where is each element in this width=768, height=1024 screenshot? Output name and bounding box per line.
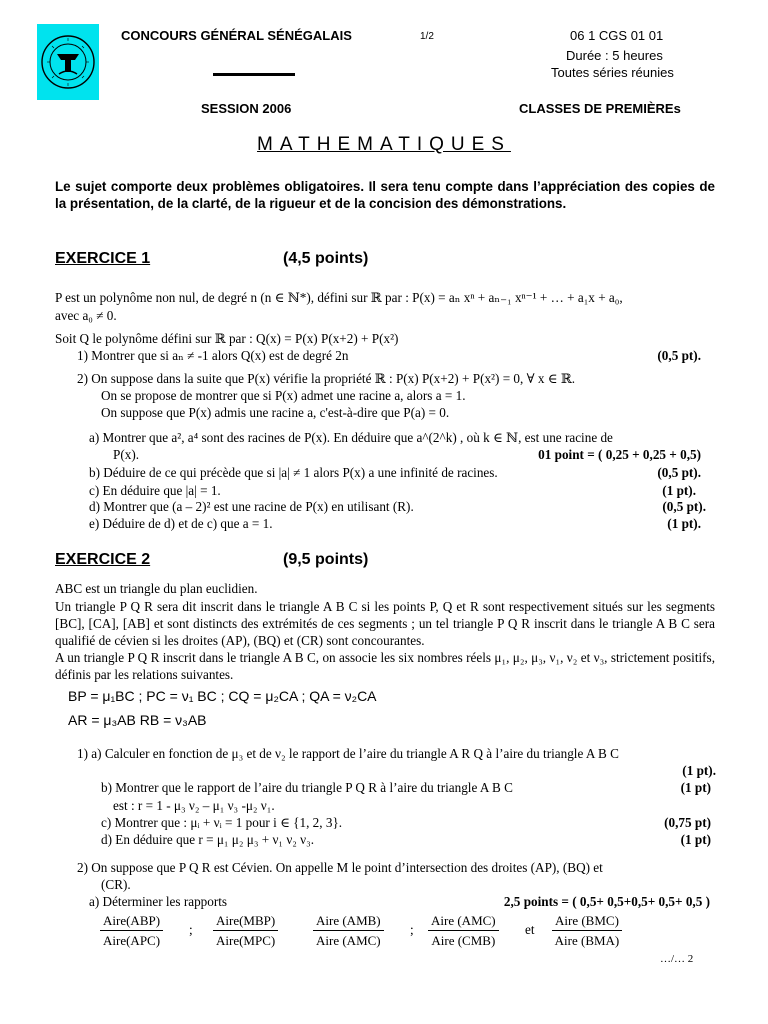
ratio-mbp-mpc [213,913,278,948]
ex2-q1c-points: (0,75 pt) [664,815,711,830]
ex2-q2b: (CR). [101,877,131,892]
ex1-qa: a) Montrer que a², a⁴ sont des racines de P(x). En déduire que a^(2^k) , où k ∈ ℕ, est une racine de [89,430,613,445]
ratio-bmc-bma [552,913,622,948]
ex1-qb-points: (0,5 pt). [657,465,701,480]
ex1-qb: b) Déduire de ce qui précède que si |a| ≠ 1 alors P(x) a une infinité de racines. [89,465,498,480]
ex1-q1: 1) Montrer que si aₙ ≠ -1 alors Q(x) est de degré 2n [77,348,349,363]
ex1-qe-points: (1 pt). [667,516,701,531]
ex2-q1d: d) En déduire que r = μ₁ μ₂ μ₃ + ν₁ ν₂ ν₃. [101,832,315,847]
ex1-heading [55,249,150,268]
ratio-denominator: Aire (CMB) [431,932,496,948]
ex2-points: (9,5 points) [283,551,369,568]
ex1-p2: Soit Q le polynôme défini sur ℝ par : Q(x) = P(x) P(x+2) + P(x²) [55,331,399,346]
ex2-q1b2: est : r = 1 - μ₃ ν₂ – μ₁ ν₃ -μ₂ ν₁. [113,798,275,813]
ex1-q2b: On se propose de montrer que si P(x) admet une racine a, alors a = 1. [101,388,466,403]
header-session: SESSION 2006 [201,101,292,116]
ex1-qa2: P(x). [113,447,140,462]
ex1-label: EXERCICE 1 [55,250,151,267]
ex2-q1b-points: (1 pt) [680,780,711,795]
ratio-amb-amc [313,913,384,948]
ratio-denominator: Aire (BMA) [554,932,620,948]
header-org: CONCOURS GÉNÉRAL SÉNÉGALAIS [121,28,352,43]
ratio-conjunction: et [525,922,535,937]
ex1-qd-points: (0,5 pt). [662,499,706,514]
ex1-qa-points: 01 point = ( 0,25 + 0,25 + 0,5) [538,447,701,462]
ex2-relations-1: BP = μ₁BC ; PC = ν₁ BC ; CQ = μ₂CA ; QA = ν₂CA [68,688,377,704]
ex2-q1c: c) Montrer que : μᵢ + νᵢ = 1 pour i ∈ {1, 2, 3}. [101,815,343,830]
intro-text: Le sujet comporte deux problèmes obligatoires. Il sera tenu compte dans l’appréciation des copies de la présentation, de la clarté, de la rigueur et de la concision des démonstrations. [55,179,715,211]
ex2-label: EXERCICE 2 [55,551,151,568]
ex2-q1a: 1) a) Calculer en fonction de μ₃ et de ν₂ le rapport de l’aire du triangle A R Q à l’aire du triangle A B C [77,746,619,761]
ex2-q2a: a) Déterminer les rapports [89,894,228,909]
ratio-numerator: Aire(MBP) [213,913,278,931]
ex1-q1-points: (0,5 pt). [657,348,701,363]
ex2-q2a-points: 2,5 points = ( 0,5+ 0,5+0,5+ 0,5+ 0,5 ) [503,894,710,909]
ex1-q2: 2) On suppose dans la suite que P(x) vérifie la propriété ℝ : P(x) P(x+2) + P(x²) = 0, ∀ x ∈ ℝ. [77,371,576,386]
ratio-numerator: Aire (AMC) [428,913,499,931]
ex2-q1b: b) Montrer que le rapport de l’aire du triangle P Q R à l’aire du triangle A B C [101,780,513,795]
ex1-q2c: On suppose que P(x) admis une racine a, c'est-à-dire que P(a) = 0. [101,405,450,420]
ratio-abp-apc [100,913,163,948]
ex2-q1a-points: (1 pt). [682,763,716,778]
seal-icon [37,24,99,100]
ratio-numerator: Aire (BMC) [552,913,622,931]
header-code: 06 1 CGS 01 01 [570,28,664,43]
ex1-p1a: P est un polynôme non nul, de degré n (n ∈ ℕ*), défini sur ℝ par : P(x) = aₙ xⁿ + aₙ₋₁ xⁿ⁻¹ + … + a₁x + a₀, [55,290,623,305]
ex1-qd: d) Montrer que (a – 2)² est une racine de P(x) en utilisant (R). [89,499,414,514]
ratio-denominator: Aire (AMC) [316,932,381,948]
header-rule [213,73,295,76]
ex2-p3: A un triangle P Q R inscrit dans le triangle A B C, on associe les six nombres réels μ₁, μ₂, μ₃, ν₁, ν₂ et ν₃, strictement positifs, définis par les relations suivantes. [55,650,715,682]
ex1-points: (4,5 points) [283,250,369,267]
ex2-heading [55,550,150,569]
header-classes: CLASSES DE PREMIÈREs [519,101,681,116]
ratio-separator: ; [189,922,193,937]
ratio-denominator: Aire(MPC) [216,932,276,948]
ratio-numerator: Aire (AMB) [313,913,384,931]
ex2-q2: 2) On suppose que P Q R est Cévien. On appelle M le point d’intersection des droites (AP), (BQ) et [77,860,603,875]
institution-logo [37,24,99,100]
ratio-numerator: Aire(ABP) [100,913,163,931]
header-series: Toutes séries réunies [551,65,674,80]
ex1-p1b: avec a₀ ≠ 0. [55,308,117,323]
ex1-qe: e) Déduire de d) et de c) que a = 1. [89,516,273,531]
page-title: MATHEMATIQUES [257,134,511,155]
page-continuation: …/… 2 [660,953,694,965]
ex2-relations-2: AR = μ₃AB RB = ν₃AB [68,712,207,728]
ex2-q1d-points: (1 pt) [680,832,711,847]
ratio-separator: ; [410,922,414,937]
ex1-qc: c) En déduire que |a| = 1. [89,483,221,498]
ex2-p1: ABC est un triangle du plan euclidien. [55,581,258,596]
ratio-amc-cmb [428,913,499,948]
ex1-qc-points: (1 pt). [662,483,696,498]
header-page: 1/2 [420,31,434,42]
ex2-p2: Un triangle P Q R sera dit inscrit dans le triangle A B C si les points P, Q et R sont respectivement situés sur les segments [BC], [CA], [AB] et sont distincts des extrémités de ces segments ; un tel triangle P Q R inscrit dans le triangle A B C sera qualifié de cévien si les droites (AP), (BQ) et (CR) sont concourantes. [55,599,715,648]
ratio-denominator: Aire(APC) [103,932,161,948]
header-duration: Durée : 5 heures [566,48,663,63]
